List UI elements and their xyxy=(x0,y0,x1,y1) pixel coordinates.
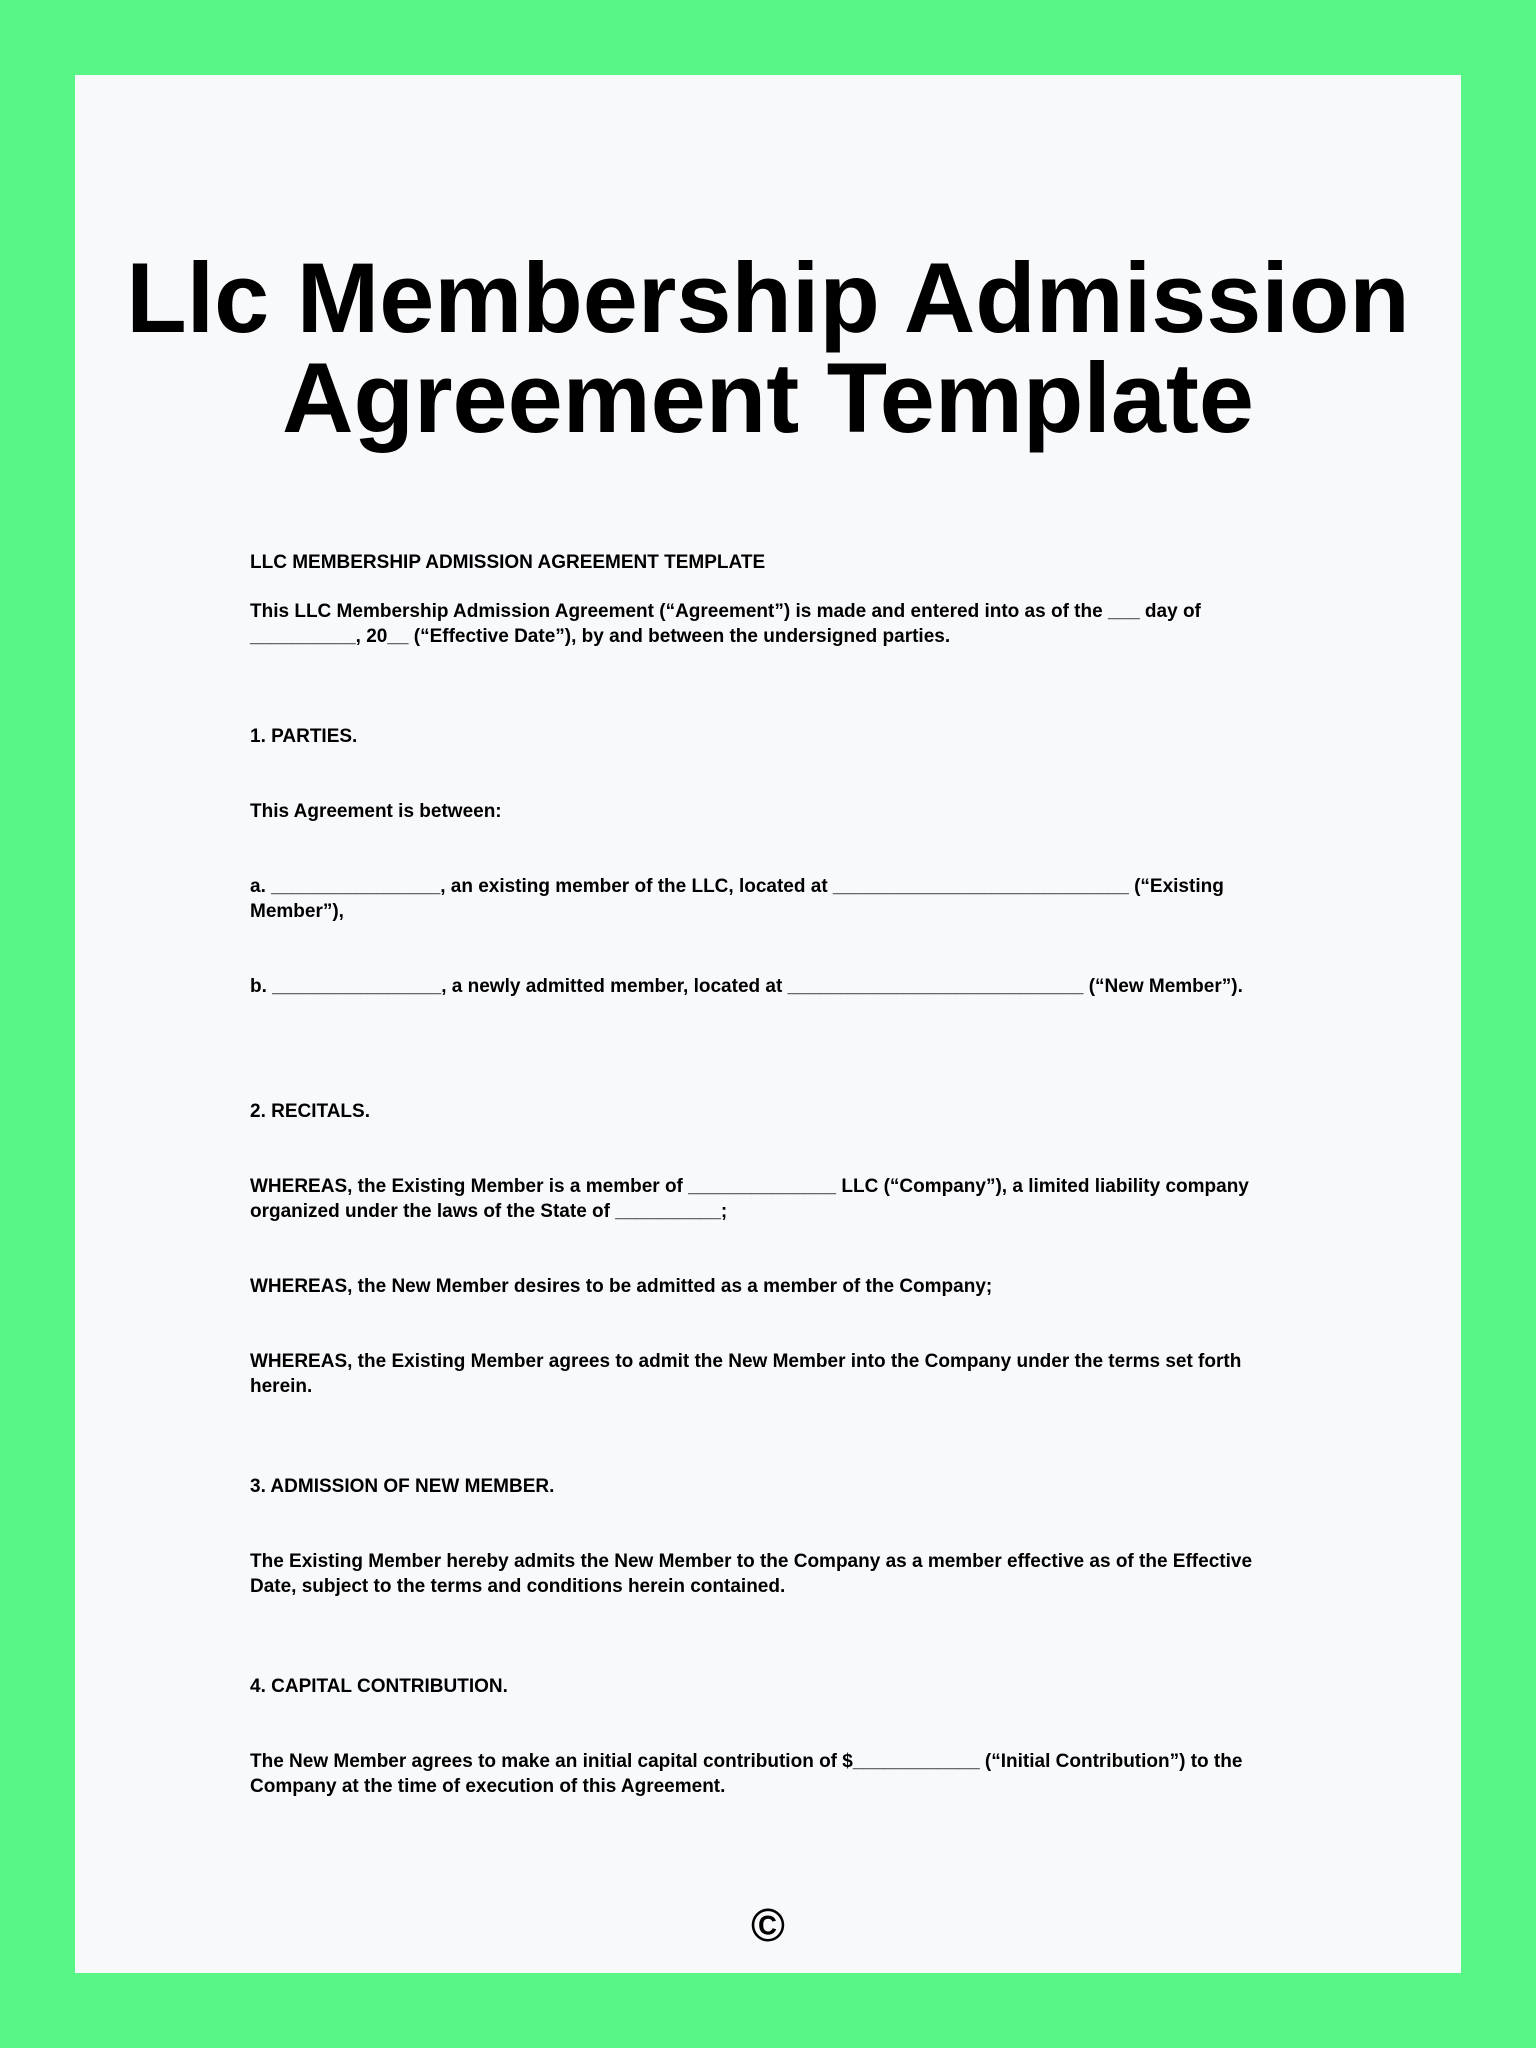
section-title-parties: 1. PARTIES. xyxy=(250,726,358,747)
party-a: a. ________________, an existing member of the LLC, located at ____________________________ (“Existing Member”), xyxy=(250,876,1224,922)
title-line-2: Agreement Template xyxy=(282,342,1254,453)
recital-3: WHEREAS, the Existing Member agrees to admit the New Member into the Company under the terms set forth herein. xyxy=(250,1351,1242,1397)
party-b: b. ________________, a newly admitted member, located at ____________________________ (“New Member”). xyxy=(250,976,1243,997)
recital-2: WHEREAS, the New Member desires to be admitted as a member of the Company; xyxy=(250,1276,993,1297)
page-title xyxy=(0,242,1536,453)
section-title-capital: 4. CAPITAL CONTRIBUTION. xyxy=(250,1676,508,1697)
recital-1: WHEREAS, the Existing Member is a member of ______________ LLC (“Company”), a limited liability company organized under the laws of the State of __________; xyxy=(250,1176,1249,1222)
admission-paragraph: The Existing Member hereby admits the New Member to the Company as a member effective as of the Effective Date, subject to the terms and conditions herein contained. xyxy=(250,1551,1253,1597)
section-title-recitals: 2. RECITALS. xyxy=(250,1101,370,1122)
capital-paragraph: The New Member agrees to make an initial capital contribution of $____________ (“Initial Contribution”) to the Company at the time of execution of this Agreement. xyxy=(250,1751,1243,1797)
parties-intro: This Agreement is between: xyxy=(250,801,502,822)
title-line-1: Llc Membership Admission xyxy=(126,242,1410,353)
intro-paragraph: This LLC Membership Admission Agreement (“Agreement”) is made and entered into as of the ___ day of __________, 20__ (“Effective Date”), by and between the undersigned parties. xyxy=(250,601,1201,647)
copyright-icon: © xyxy=(751,1899,785,1951)
document-heading: LLC MEMBERSHIP ADMISSION AGREEMENT TEMPLATE xyxy=(250,552,766,573)
section-title-admission: 3. ADMISSION OF NEW MEMBER. xyxy=(250,1476,555,1497)
